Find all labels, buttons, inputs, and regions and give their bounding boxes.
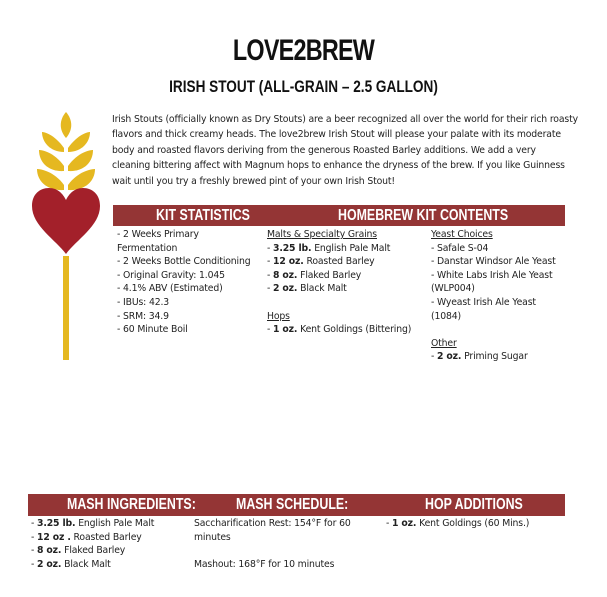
hop-additions-list <box>386 517 529 531</box>
mash-item: - 8 oz. Flaked Barley <box>31 545 126 557</box>
stat-item: - 2 Weeks Primary <box>117 229 199 240</box>
intro-line: flavors and thick creamy heads. The love2brew Irish Stout will please your palate with its moderate <box>112 129 561 141</box>
malt-item: - 12 oz. Roasted Barley <box>267 256 375 268</box>
mash-schedule-heading: MASH SCHEDULE: <box>236 496 349 513</box>
brand-title: LOVE2BREW <box>232 34 375 67</box>
mash-ingredients-heading: MASH INGREDIENTS: <box>67 496 196 513</box>
saccharification-rest-cont: minutes <box>194 531 231 543</box>
hop-item: - 1 oz. Kent Goldings (Bittering) <box>267 324 412 336</box>
stat-item: - 4.1% ABV (Estimated) <box>117 283 223 295</box>
other-item: - 2 oz. Priming Sugar <box>431 351 528 363</box>
stat-item: Fermentation <box>117 242 178 254</box>
mash-item: - 3.25 lb. English Pale Malt <box>31 518 155 529</box>
mash-item: - 2 oz. Black Malt <box>31 558 111 570</box>
saccharification-rest: Saccharification Rest: 154°F for 60 <box>194 518 351 529</box>
yeast-item: - Safale S-04 <box>431 242 489 254</box>
heart-icon <box>32 188 100 254</box>
mash-section-header-bar <box>28 494 565 516</box>
mash-ingredients-list <box>31 517 154 571</box>
malts-hops-list <box>267 228 411 337</box>
other-label: Other <box>431 337 457 349</box>
intro-line: cleaning bittering affect with Magnum hops to enhance the dryness of the brew. If you like Guinness <box>112 160 565 172</box>
recipe-title: IRISH STOUT (ALL-GRAIN – 2.5 GALLON) <box>169 77 438 96</box>
hop-addition-item: - 1 oz. Kent Goldings (60 Mins.) <box>386 518 530 529</box>
malt-item: - 8 oz. Flaked Barley <box>267 269 362 281</box>
yeast-label: Yeast Choices <box>431 229 493 240</box>
yeast-item: - Danstar Windsor Ale Yeast <box>431 256 556 268</box>
hop-additions-heading: HOP ADDITIONS <box>425 496 523 513</box>
yeast-item: - White Labs Irish Ale Yeast <box>431 269 553 281</box>
stat-item: - SRM: 34.9 <box>117 310 169 322</box>
kit-contents-heading: HOMEBREW KIT CONTENTS <box>338 207 509 224</box>
mash-item: - 12 oz . Roasted Barley <box>31 531 142 543</box>
yeast-item: - Wyeast Irish Ale Yeast <box>431 296 536 308</box>
intro-line: Irish Stouts (officially known as Dry Stouts) are a beer recognized all over the world for their rich roasty <box>112 114 578 125</box>
stat-item: - 60 Minute Boil <box>117 324 188 336</box>
wheat-heart-logo-icon <box>28 108 108 364</box>
intro-paragraph <box>112 112 597 189</box>
stat-item: - Original Gravity: 1.045 <box>117 269 225 281</box>
malt-item: - 2 oz. Black Malt <box>267 283 347 295</box>
kit-statistics-list <box>117 228 250 337</box>
hops-label: Hops <box>267 310 290 322</box>
yeast-item: (1084) <box>431 310 462 322</box>
kit-statistics-heading: KIT STATISTICS <box>156 207 250 224</box>
kit-section-header-bar <box>113 205 565 226</box>
yeast-item: (WLP004) <box>431 283 475 295</box>
malts-label: Malts & Specialty Grains <box>267 229 377 240</box>
mashout: Mashout: 168°F for 10 minutes <box>194 558 335 570</box>
stat-item: - 2 Weeks Bottle Conditioning <box>117 256 251 268</box>
intro-line: wait until you try a freshly brewed pint of your own Irish Stout! <box>112 175 395 187</box>
mash-schedule-list <box>194 517 351 571</box>
intro-line: body and roasted flavors deriving from the generous Roasted Barley additions. We add a very <box>112 144 536 156</box>
stat-item: - IBUs: 42.3 <box>117 296 170 308</box>
yeast-other-list <box>431 228 556 364</box>
malt-item: - 3.25 lb. English Pale Malt <box>267 242 391 254</box>
